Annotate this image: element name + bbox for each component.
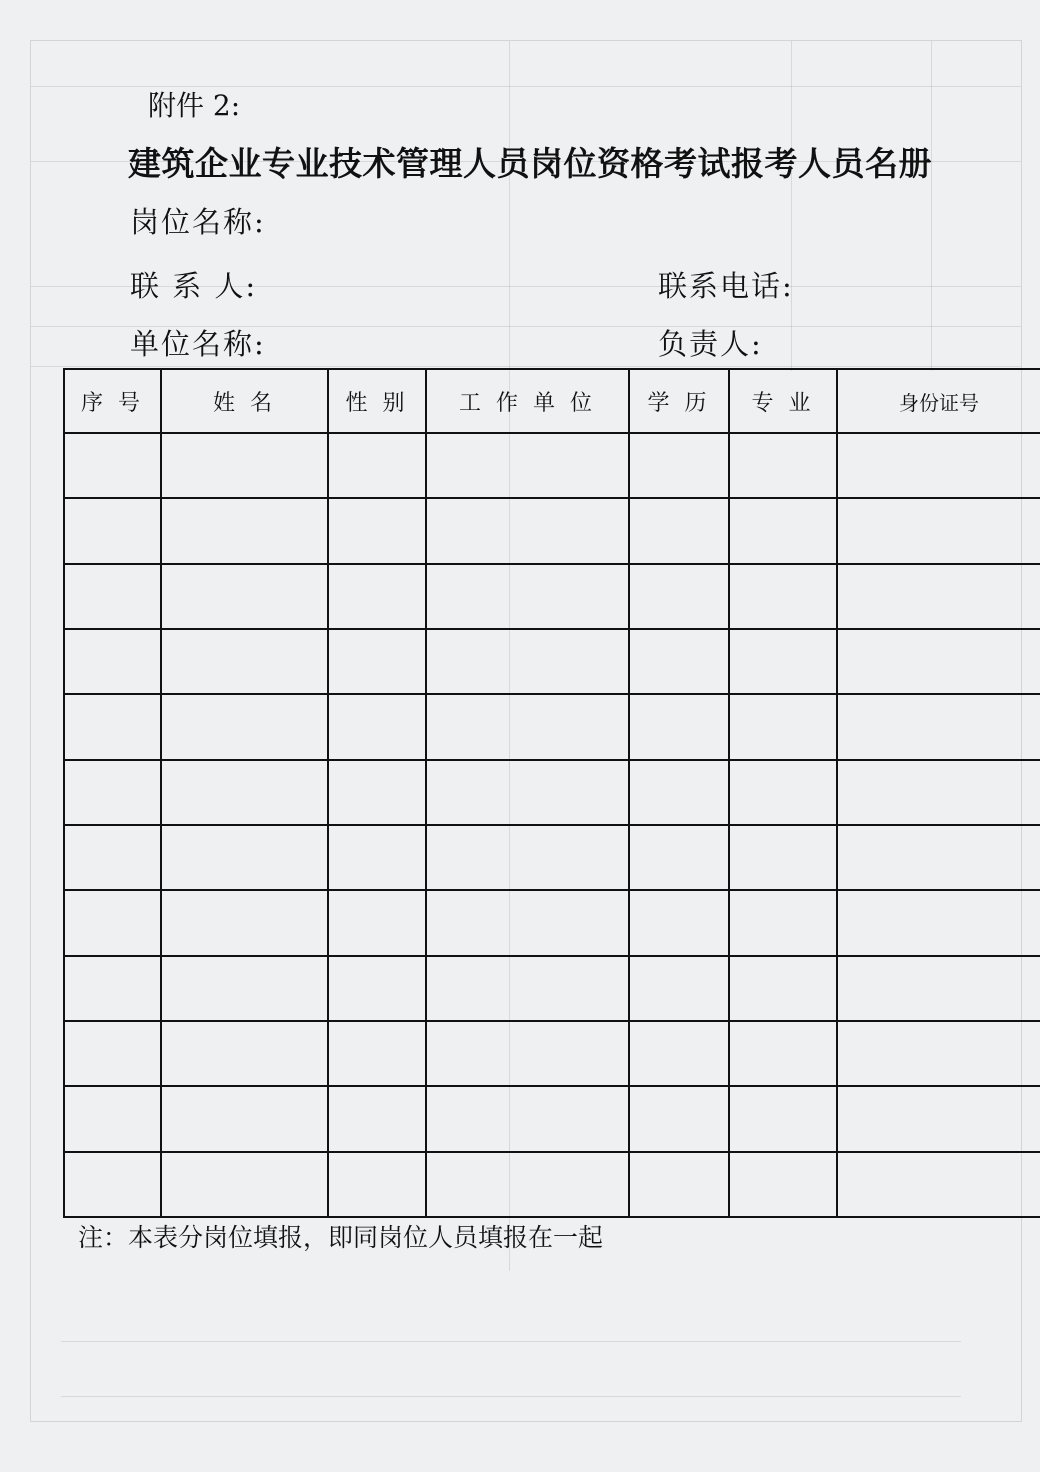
table-row	[64, 694, 1040, 759]
cell-serial	[64, 1152, 161, 1217]
cell-id-number	[837, 694, 1040, 759]
cell-serial	[64, 890, 161, 955]
cell-workplace	[426, 890, 629, 955]
table-row	[64, 956, 1040, 1021]
cell-major	[729, 629, 837, 694]
column-header-gender: 性 别	[328, 369, 426, 433]
cell-serial	[64, 760, 161, 825]
document-title: 建筑企业专业技术管理人员岗位资格考试报考人员名册	[128, 144, 932, 183]
column-header-serial: 序 号	[64, 369, 161, 433]
cell-name	[161, 1152, 328, 1217]
cell-workplace	[426, 1021, 629, 1086]
cell-major	[729, 1086, 837, 1151]
cell-serial	[64, 498, 161, 563]
cell-id-number	[837, 1021, 1040, 1086]
cell-gender	[328, 564, 426, 629]
cell-major	[729, 564, 837, 629]
cell-name	[161, 564, 328, 629]
table-row	[64, 890, 1040, 955]
cell-major	[729, 498, 837, 563]
cell-education	[629, 760, 729, 825]
column-header-education: 学 历	[629, 369, 729, 433]
person-in-charge-label: 负责人:	[658, 327, 763, 361]
cell-serial	[64, 564, 161, 629]
cell-gender	[328, 1152, 426, 1217]
cell-gender	[328, 629, 426, 694]
cell-education	[629, 1021, 729, 1086]
cell-education	[629, 1152, 729, 1217]
table-row	[64, 1021, 1040, 1086]
column-header-workplace: 工 作 单 位	[426, 369, 629, 433]
cell-name	[161, 433, 328, 498]
table-row	[64, 760, 1040, 825]
cell-name	[161, 956, 328, 1021]
cell-name	[161, 825, 328, 890]
cell-serial	[64, 629, 161, 694]
registration-roster-table	[63, 368, 1040, 1218]
table-row	[64, 1152, 1040, 1217]
cell-id-number	[837, 498, 1040, 563]
cell-major	[729, 694, 837, 759]
cell-education	[629, 956, 729, 1021]
cell-serial	[64, 1086, 161, 1151]
table-row	[64, 498, 1040, 563]
cell-name	[161, 1021, 328, 1086]
cell-gender	[328, 1086, 426, 1151]
cell-gender	[328, 498, 426, 563]
cell-workplace	[426, 433, 629, 498]
cell-id-number	[837, 629, 1040, 694]
cell-serial	[64, 1021, 161, 1086]
cell-name	[161, 760, 328, 825]
cell-serial	[64, 433, 161, 498]
cell-workplace	[426, 760, 629, 825]
table-body	[64, 433, 1040, 1217]
cell-education	[629, 890, 729, 955]
column-header-id-number: 身份证号	[837, 369, 1040, 433]
cell-serial	[64, 825, 161, 890]
cell-workplace	[426, 498, 629, 563]
cell-gender	[328, 956, 426, 1021]
unit-name-label: 单位名称:	[130, 327, 266, 361]
cell-id-number	[837, 956, 1040, 1021]
attachment-label: 附件 2:	[148, 89, 241, 122]
contact-person-label: 联 系 人:	[130, 269, 258, 303]
cell-major	[729, 890, 837, 955]
cell-education	[629, 1086, 729, 1151]
cell-workplace	[426, 694, 629, 759]
cell-workplace	[426, 1152, 629, 1217]
footer-note: 注：本表分岗位填报，即同岗位人员填报在一起	[78, 1223, 604, 1252]
table-row	[64, 629, 1040, 694]
cell-education	[629, 564, 729, 629]
cell-id-number	[837, 1152, 1040, 1217]
cell-major	[729, 1152, 837, 1217]
cell-name	[161, 890, 328, 955]
cell-education	[629, 825, 729, 890]
cell-id-number	[837, 760, 1040, 825]
cell-gender	[328, 1021, 426, 1086]
cell-id-number	[837, 825, 1040, 890]
cell-workplace	[426, 564, 629, 629]
cell-major	[729, 433, 837, 498]
cell-serial	[64, 956, 161, 1021]
cell-name	[161, 498, 328, 563]
cell-education	[629, 498, 729, 563]
cell-name	[161, 629, 328, 694]
cell-major	[729, 956, 837, 1021]
contact-phone-label: 联系电话:	[658, 269, 794, 303]
cell-serial	[64, 694, 161, 759]
cell-name	[161, 1086, 328, 1151]
table-row	[64, 433, 1040, 498]
cell-gender	[328, 825, 426, 890]
cell-workplace	[426, 1086, 629, 1151]
cell-gender	[328, 694, 426, 759]
position-name-label: 岗位名称:	[130, 205, 266, 239]
cell-education	[629, 694, 729, 759]
cell-gender	[328, 433, 426, 498]
cell-workplace	[426, 956, 629, 1021]
table-row	[64, 825, 1040, 890]
cell-id-number	[837, 1086, 1040, 1151]
cell-major	[729, 760, 837, 825]
cell-gender	[328, 760, 426, 825]
cell-id-number	[837, 564, 1040, 629]
cell-education	[629, 629, 729, 694]
cell-gender	[328, 890, 426, 955]
cell-id-number	[837, 890, 1040, 955]
cell-major	[729, 825, 837, 890]
column-header-name: 姓 名	[161, 369, 328, 433]
cell-workplace	[426, 629, 629, 694]
table-row	[64, 1086, 1040, 1151]
cell-name	[161, 694, 328, 759]
cell-id-number	[837, 433, 1040, 498]
cell-education	[629, 433, 729, 498]
table-header-row	[64, 369, 1040, 433]
cell-workplace	[426, 825, 629, 890]
table-row	[64, 564, 1040, 629]
cell-major	[729, 1021, 837, 1086]
column-header-major: 专 业	[729, 369, 837, 433]
